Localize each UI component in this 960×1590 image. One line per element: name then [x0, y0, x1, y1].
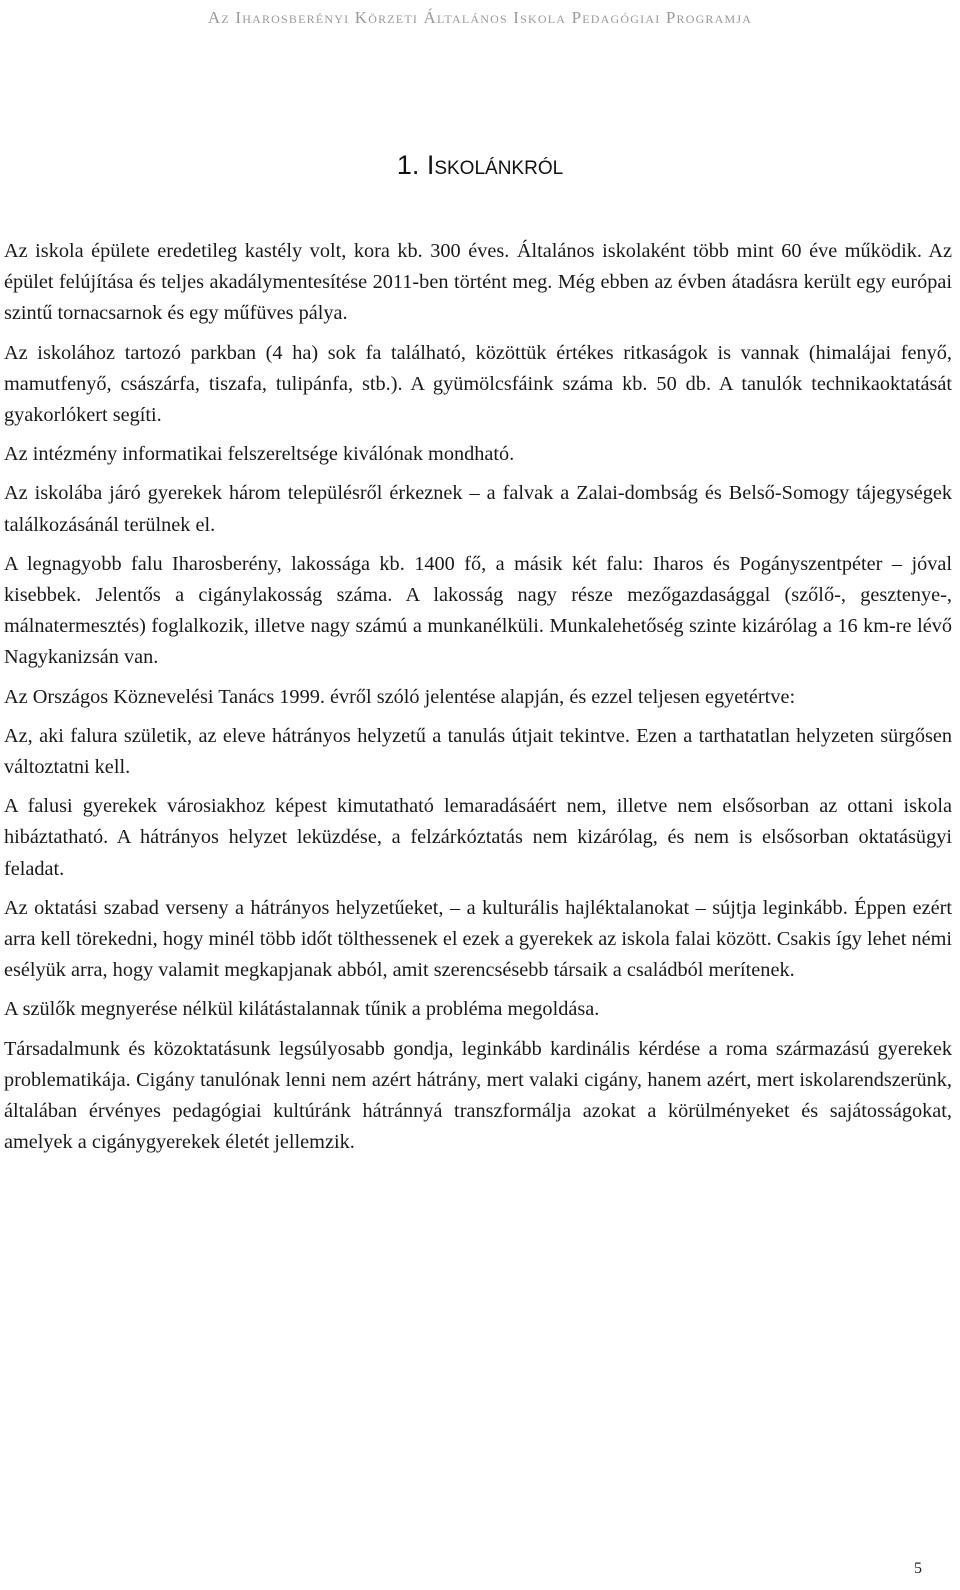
paragraph-free-competition: Az oktatási szabad verseny a hátrányos helyzetűeket, – a kulturális hajléktalanokat – sújtja leginkább. Éppen ezért arra kell törekedni, hogy minél több időt tölthessenek el ezek a gyerekek az iskola falai között. Csakis így lehet némi esélyük arra, hogy valamit megkapjanak abból, amit szerencsésebb társaik a családból merítenek.	[4, 896, 952, 982]
paragraph-rural-children: A falusi gyerekek városiakhoz képest kimutatható lemaradásáért nem, illetve nem elsősorban az ottani iskola hibáztatható. A hátrányos helyzet leküzdése, a felzárkóztatás nem kizárólag, és nem is elsősorban oktatásügyi feladat.	[4, 795, 952, 880]
paragraph-population: A legnagyobb falu Iharosberény, lakossága kb. 1400 fő, a másik két falu: Iharos és Pogányszentpéter – jóval kisebbek. Jelentős a cigánylakosság száma. A lakosság nagy része mezőgazdasággal (szőlő-, gesztenye-, málnatermesztés) foglalkozik, illetve nagy számú a munkanélküli. Munkalehetőség szinte kizárólag a 16 km-re lévő Nagykanizsán van.	[4, 552, 952, 669]
paragraph-parents: A szülők megnyerése nélkül kilátástalannak tűnik a probléma megoldása.	[4, 998, 600, 1021]
paragraph-roma-children: Társadalmunk és közoktatásunk legsúlyosabb gondja, leginkább kardinális kérdése a roma származású gyerekek problematikája. Cigány tanulónak lenni nem azért hátrány, mert valaki cigány, hanem azért, mert iskolarendszerünk, általában érvényes pedagógiai kultúránk hátránnyá transzformálja azokat a körülményeket és sajátosságokat, amelyek a cigánygyerekek életét jellemzik.	[4, 1037, 952, 1154]
paragraph-it-equipment: Az intézmény informatikai felszereltsége kiválónak mondható.	[4, 443, 515, 466]
paragraph-settlements: Az iskolába járó gyerekek három településről érkeznek – a falvak a Zalai-dombság és Belső-Somogy tájegységek találkozásánál terülnek el.	[4, 482, 952, 536]
running-header: Az Iharosberényi Körzeti Általános Iskola Pedagógiai Programja	[207, 8, 753, 27]
page-number: 5	[914, 1560, 922, 1577]
chapter-title: 1. Iskolánkról	[396, 150, 564, 180]
paragraph-council-report: Az Országos Köznevelési Tanács 1999. évről szóló jelentése alapján, és ezzel teljesen egyetértve:	[4, 685, 796, 708]
paragraph-rural-disadvantage: Az, aki falura születik, az eleve hátrányos helyzetű a tanulás útjait tekintve. Ezen a tarthatatlan helyzeten sürgősen változtatni kell.	[4, 724, 952, 779]
paragraph-park: Az iskolához tartozó parkban (4 ha) sok fa található, közöttük értékes ritkaságok is vannak (himalájai fenyő, mamutfenyő, császárfa, tiszafa, tulipánfa, stb.). A gyümölcsfáink száma kb. 50 db. A tanulók technikaoktatását gyakorlókert segíti.	[4, 341, 952, 427]
body-text	[4, 236, 952, 1166]
paragraph-building-history: Az iskola épülete eredetileg kastély volt, kora kb. 300 éves. Általános iskolaként több mint 60 éve működik. Az épület felújítása és teljes akadálymentesítése 2011-ben történt meg. Még ebben az évben átadásra került egy európai szintű tornacsarnok és egy műfüves pálya.	[4, 240, 952, 325]
